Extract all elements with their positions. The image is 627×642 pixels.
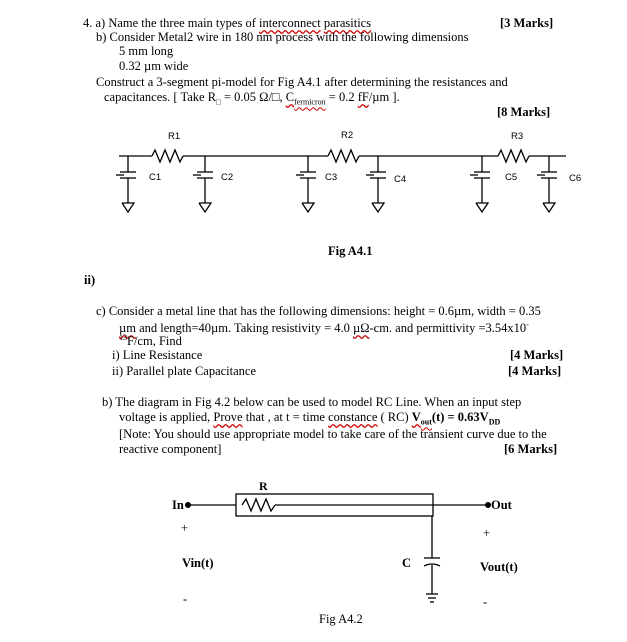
item-plate-capacitance: ii) Parallel plate Capacitance <box>112 364 257 378</box>
c5-label: C5 <box>505 172 518 183</box>
item1-marks: [4 Marks] <box>510 348 564 362</box>
c3-label: C3 <box>325 172 338 183</box>
vout-minus: - <box>483 595 488 609</box>
c1-label: C1 <box>149 172 162 183</box>
c-line-2: µm and length=40µm. Taking resistivity = 4.0 µΩ-cm. and permittivity =3.54x10- <box>119 320 529 336</box>
b2-marks: [6 Marks] <box>504 442 558 456</box>
q4b-marks: [8 Marks] <box>497 105 551 119</box>
r-label: R <box>259 479 268 493</box>
r3-label: R3 <box>511 131 524 142</box>
b2-line-1: b) The diagram in Fig 4.2 below can be used to model RC Line. When an input step <box>102 395 522 409</box>
c2-label: C2 <box>221 172 234 183</box>
construct-line-2: capacitances. [ Take $R_□ = 0.05$ Ω/□, $C_{fermicron} = 0.2$ fF/µm ]. <box>104 90 400 107</box>
c-line-3: $^{13}$F/cm, Find <box>119 333 182 349</box>
item-line-resistance: i) Line Resistance <box>112 348 203 362</box>
b2-line-2: voltage is applied, Prove that , at t = time constance ( RC) $V_{out}(t) = 0.63V_{DD}$ <box>119 410 501 427</box>
q4a-marks: [3 Marks] <box>500 16 554 30</box>
c-label: C <box>402 556 412 570</box>
note-line-2: reactive component] <box>119 442 222 456</box>
note-line-1: [Note: You should use appropriate model to take care of the transient curve due to the <box>119 427 547 441</box>
fig-a4-2-caption: Fig A4.2 <box>319 612 363 626</box>
fig-a4-1-caption: Fig A4.1 <box>328 244 373 258</box>
out-label: Out <box>491 498 512 512</box>
dimension-width: 0.32 µm wide <box>119 59 189 73</box>
c6-label: C6 <box>569 173 582 184</box>
q4b-text: b) Consider Metal2 wire in 180 nm process with the following dimensions <box>96 30 469 44</box>
in-label: In <box>172 498 184 512</box>
vin-plus: + <box>181 521 189 535</box>
construct-line-1: Construct a 3-segment pi-model for Fig A4.1 after determining the resistances and <box>96 75 508 89</box>
r1-label: R1 <box>168 131 181 142</box>
vout-plus: + <box>483 526 491 540</box>
c4-label: C4 <box>394 174 407 185</box>
dimension-length: 5 mm long <box>119 44 174 58</box>
item2-marks: [4 Marks] <box>508 364 562 378</box>
vin-label: Vin(t) <box>182 556 214 570</box>
q4a-text: 4. a) Name the three main types of interconnect parasitics <box>83 16 372 30</box>
section-ii-label: ii) <box>84 273 96 287</box>
vout-label: Vout(t) <box>480 560 518 574</box>
r2-label: R2 <box>341 130 354 141</box>
c-line-1: c) Consider a metal line that has the following dimensions: height = 0.6µm, width = 0.35 <box>96 304 541 318</box>
vin-minus: - <box>183 592 188 606</box>
